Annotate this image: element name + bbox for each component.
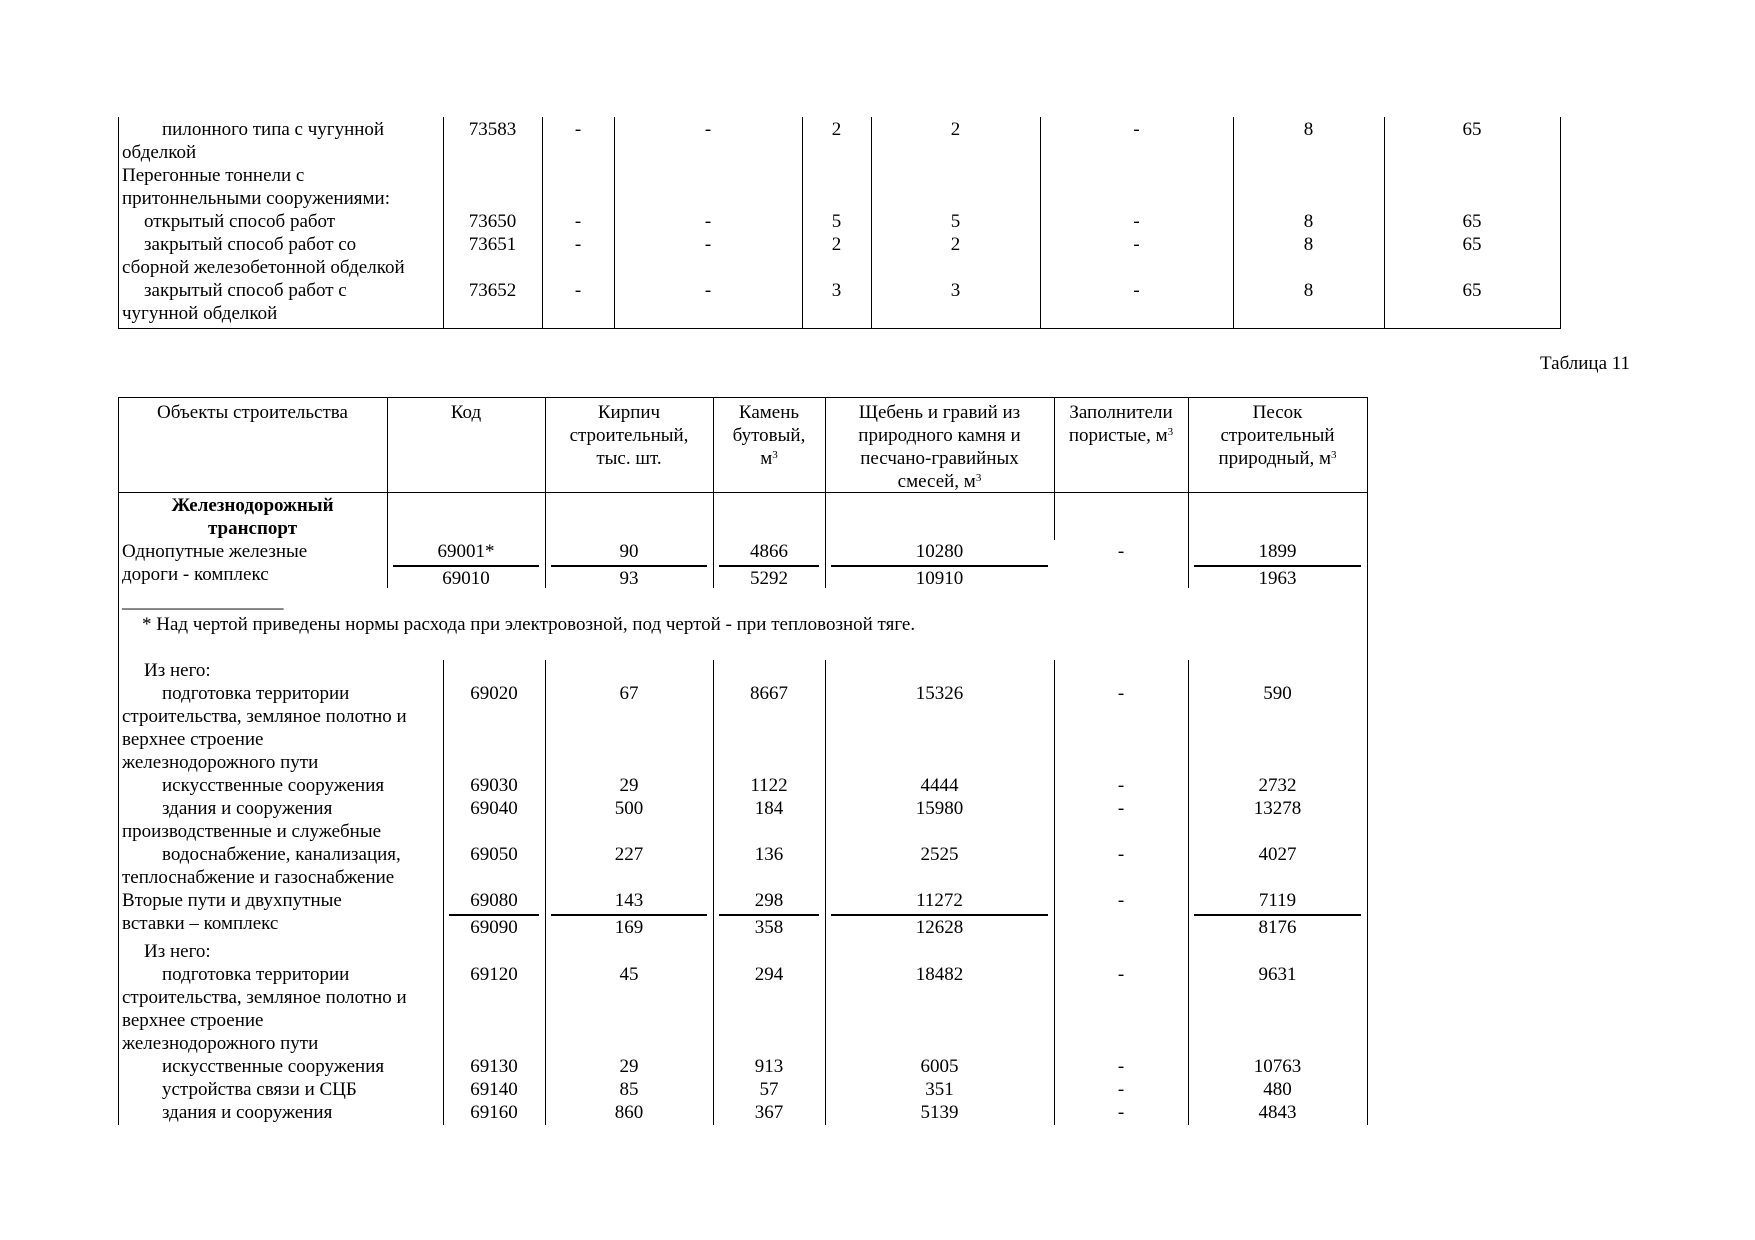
stone-below: 358 bbox=[754, 917, 784, 938]
brick-below: 169 bbox=[614, 917, 644, 938]
cell: 3 bbox=[831, 280, 842, 301]
cell: 8 bbox=[1303, 211, 1314, 232]
row-name-line: строительства, земляное полотно и bbox=[122, 987, 407, 1008]
sand: 4843 bbox=[1258, 1102, 1297, 1123]
row-name-line: водоснабжение, канализация, bbox=[162, 844, 401, 865]
sand: 13278 bbox=[1253, 798, 1302, 819]
cell: 5 bbox=[831, 211, 842, 232]
gravel: 5139 bbox=[920, 1102, 959, 1123]
gravel: 15980 bbox=[915, 798, 964, 819]
sand-above: 1899 bbox=[1258, 541, 1297, 562]
row-code: 73652 bbox=[468, 280, 517, 301]
row-name-line: обделкой bbox=[122, 142, 197, 163]
row-name-line: подготовка территории bbox=[162, 964, 350, 985]
sand-above: 7119 bbox=[1258, 890, 1297, 911]
cell: - bbox=[704, 234, 712, 255]
gravel: 6005 bbox=[920, 1056, 959, 1077]
sand-below: 8176 bbox=[1258, 917, 1297, 938]
row-name-line: производственные и служебные bbox=[122, 821, 382, 842]
code: 69130 bbox=[470, 1056, 518, 1077]
code: 69050 bbox=[470, 844, 518, 865]
brick-below: 93 bbox=[619, 568, 639, 589]
row-name-line: здания и сооружения bbox=[162, 1102, 333, 1123]
fillers: - bbox=[1117, 541, 1125, 562]
header-stone: Камень бутовый, $м^3$ bbox=[732, 402, 806, 469]
cell: - bbox=[1133, 211, 1140, 232]
sand: 10763 bbox=[1253, 1056, 1302, 1077]
sand: 4027 bbox=[1258, 844, 1297, 865]
stone: 136 bbox=[754, 844, 784, 865]
stone-below: 5292 bbox=[750, 568, 788, 589]
stone: 367 bbox=[754, 1102, 784, 1123]
gravel: 18482 bbox=[915, 964, 964, 985]
row-name-line: дороги - комплекс bbox=[122, 564, 269, 585]
row-name-line: здания и сооружения bbox=[162, 798, 333, 819]
gravel-above: 11272 bbox=[916, 890, 963, 911]
cell: 65 bbox=[1462, 211, 1482, 232]
stone: 294 bbox=[754, 964, 784, 985]
footnote-text: * Над чертой приведены нормы расхода при электровозной, под чертой - при тепловозной тяге. bbox=[142, 614, 916, 635]
brick-above: 143 bbox=[614, 890, 644, 911]
code: 69020 bbox=[470, 683, 518, 704]
fillers: - bbox=[1117, 798, 1125, 819]
cell: 65 bbox=[1462, 119, 1482, 140]
brick: 67 bbox=[619, 683, 639, 704]
row-name-line: подготовка территории bbox=[162, 683, 350, 704]
cell: - bbox=[1133, 119, 1140, 140]
brick: 860 bbox=[614, 1102, 644, 1123]
row-name-line: сборной железобетонной обделкой bbox=[122, 257, 405, 278]
row-name-line: вставки – комплекс bbox=[122, 913, 279, 934]
code-above: 69080 bbox=[470, 890, 518, 911]
cell: 65 bbox=[1462, 280, 1482, 301]
of-which-label: Из него: bbox=[144, 660, 211, 681]
sand: 480 bbox=[1263, 1079, 1292, 1100]
row-name-line: строительства, земляное полотно и bbox=[122, 706, 407, 727]
row-name-line: верхнее строение bbox=[122, 729, 264, 750]
header-brick: Кирпич строительный, тыс. шт. bbox=[569, 402, 689, 469]
footnote-rule: _________________ bbox=[122, 591, 284, 612]
section-title: Железнодорожный транспорт bbox=[171, 495, 334, 539]
sand: 590 bbox=[1263, 683, 1292, 704]
fillers: - bbox=[1117, 890, 1125, 911]
fillers: - bbox=[1117, 683, 1125, 704]
code: 69140 bbox=[470, 1079, 518, 1100]
cell: - bbox=[574, 234, 582, 255]
code: 69040 bbox=[470, 798, 518, 819]
brick: 29 bbox=[619, 1056, 639, 1077]
cell: 8 bbox=[1303, 280, 1314, 301]
code: 69030 bbox=[470, 775, 518, 796]
row-name-line: чугунной обделкой bbox=[122, 303, 278, 324]
stone: 57 bbox=[759, 1079, 779, 1100]
row-name-line: железнодорожного пути bbox=[122, 1033, 319, 1054]
code: 69160 bbox=[470, 1102, 518, 1123]
cell: - bbox=[1133, 234, 1140, 255]
cell: 2 bbox=[950, 234, 961, 255]
row-code: 73583 bbox=[468, 119, 517, 140]
table-label: Таблица 11 bbox=[1540, 353, 1631, 374]
cell: - bbox=[574, 211, 582, 232]
code-below: 69090 bbox=[470, 917, 518, 938]
gravel: 351 bbox=[925, 1079, 954, 1100]
cell: 2 bbox=[950, 119, 961, 140]
row-name-line: искусственные сооружения bbox=[162, 775, 385, 796]
cell: 3 bbox=[950, 280, 961, 301]
brick: 500 bbox=[614, 798, 644, 819]
sand-below: 1963 bbox=[1258, 568, 1297, 589]
row-name-line: железнодорожного пути bbox=[122, 752, 319, 773]
header-gravel: Щебень и гравий из природного камня и песчано-гравийных смесей, $м^3$ bbox=[858, 402, 1021, 492]
cell: - bbox=[574, 119, 582, 140]
brick: 227 bbox=[614, 844, 644, 865]
stone-above: 298 bbox=[754, 890, 784, 911]
cell: 2 bbox=[831, 234, 842, 255]
cell: 65 bbox=[1462, 234, 1482, 255]
row-code: 73651 bbox=[468, 234, 517, 255]
stone: 1122 bbox=[750, 775, 788, 796]
fillers: - bbox=[1117, 964, 1125, 985]
fillers: - bbox=[1117, 775, 1125, 796]
row-name-line: открытый способ работ bbox=[144, 211, 336, 232]
stone: 8667 bbox=[750, 683, 788, 704]
fillers: - bbox=[1117, 1079, 1125, 1100]
gravel-below: 12628 bbox=[915, 917, 964, 938]
header-sand: Песок строительный природный, $м^3$ bbox=[1218, 402, 1337, 469]
gravel: 4444 bbox=[920, 775, 959, 796]
of-which-label: Из него: bbox=[144, 941, 211, 962]
stone: 913 bbox=[754, 1056, 784, 1077]
row-name-line: устройства связи и СЦБ bbox=[162, 1079, 357, 1100]
code-above: 69001* bbox=[437, 541, 495, 562]
gravel-below: 10910 bbox=[915, 568, 964, 589]
cell: 5 bbox=[950, 211, 961, 232]
cell: - bbox=[704, 119, 712, 140]
row-name-line: верхнее строение bbox=[122, 1010, 264, 1031]
fillers: - bbox=[1117, 1102, 1125, 1123]
gravel: 15326 bbox=[915, 683, 964, 704]
cell: 8 bbox=[1303, 119, 1314, 140]
row-name-line: Вторые пути и двухпутные bbox=[122, 890, 342, 911]
row-name-line: Однопутные железные bbox=[122, 541, 308, 562]
code: 69120 bbox=[470, 964, 518, 985]
stone: 184 bbox=[754, 798, 784, 819]
header-code: Код bbox=[450, 402, 482, 423]
brick: 29 bbox=[619, 775, 639, 796]
brick: 45 bbox=[619, 964, 639, 985]
code-below: 69010 bbox=[442, 568, 490, 589]
row-name-line: закрытый способ работ с bbox=[144, 280, 347, 301]
fillers: - bbox=[1117, 844, 1125, 865]
row-name-line: искусственные сооружения bbox=[162, 1056, 385, 1077]
cell: - bbox=[704, 211, 712, 232]
cell: - bbox=[574, 280, 582, 301]
row-code: 73650 bbox=[468, 211, 517, 232]
cell: - bbox=[1133, 280, 1140, 301]
row-name-line: пилонного типа с чугунной bbox=[162, 119, 385, 140]
row-name-line: закрытый способ работ со bbox=[144, 234, 357, 255]
sand: 2732 bbox=[1258, 775, 1297, 796]
cell: 8 bbox=[1303, 234, 1314, 255]
sand: 9631 bbox=[1258, 964, 1297, 985]
gravel: 2525 bbox=[920, 844, 959, 865]
fillers: - bbox=[1117, 1056, 1125, 1077]
brick: 85 bbox=[619, 1079, 639, 1100]
stone-above: 4866 bbox=[750, 541, 788, 562]
header-objects: Объекты строительства bbox=[157, 402, 348, 423]
cell: 2 bbox=[831, 119, 842, 140]
row-name-line: притоннельными сооружениями: bbox=[122, 188, 390, 209]
cell: - bbox=[704, 280, 712, 301]
row-name-line: теплоснабжение и газоснабжение bbox=[122, 867, 395, 888]
gravel-above: 10280 bbox=[915, 541, 964, 562]
header-fillers: Заполнители пористые, $м^3$ bbox=[1068, 402, 1174, 446]
brick-above: 90 bbox=[619, 541, 639, 562]
row-name-line: Перегонные тоннели с bbox=[122, 165, 305, 186]
